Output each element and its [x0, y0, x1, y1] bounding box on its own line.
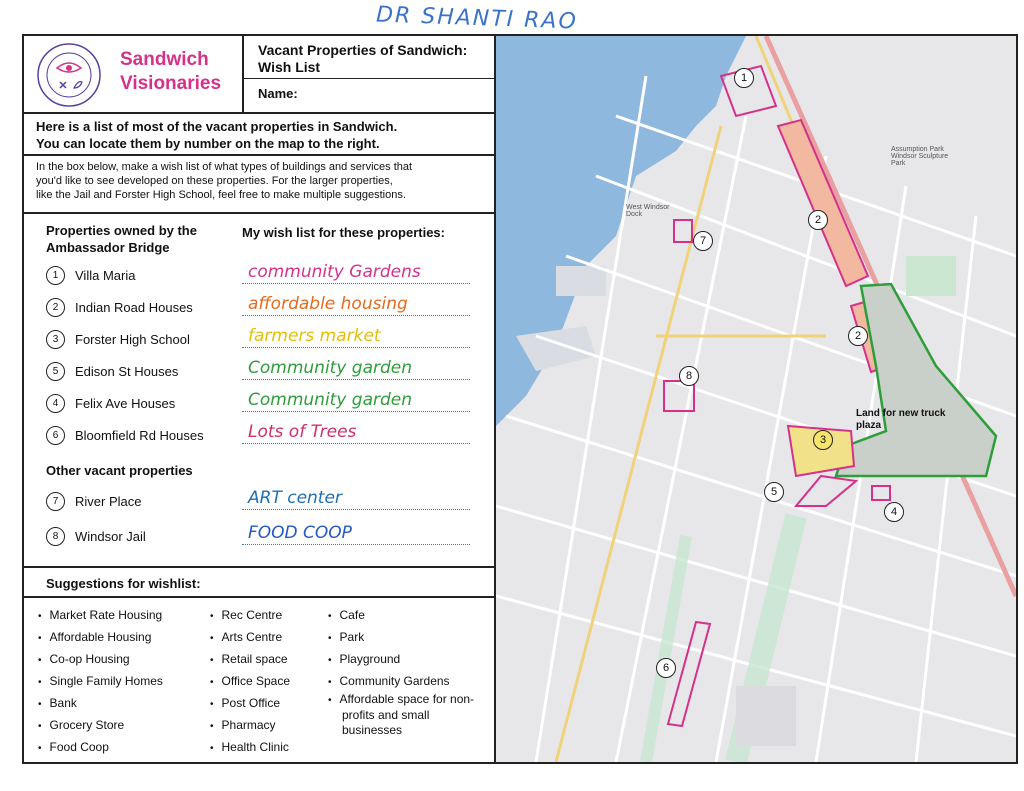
suggestion-item: • Single Family Homes	[38, 670, 163, 692]
worksheet-title	[258, 42, 488, 76]
owned-heading-line1: Properties owned by the	[46, 223, 197, 238]
suggestion-item: • Post Office	[210, 692, 290, 714]
brand-line2: Visionaries	[120, 73, 222, 94]
suggestions-column-2	[210, 604, 290, 758]
map-marker: 6	[656, 658, 676, 678]
property-row	[46, 394, 175, 413]
handwritten-wish: Lots of Trees	[242, 422, 470, 444]
handwritten-wish: Community garden	[242, 358, 470, 380]
instructions	[36, 160, 488, 202]
property-row	[46, 330, 190, 349]
owned-heading-line2: Ambassador Bridge	[46, 240, 170, 255]
brand-line1: Sandwich	[120, 49, 209, 70]
property-name: Felix Ave Houses	[75, 396, 176, 411]
handwritten-wish: Community garden	[242, 390, 470, 412]
name-label: Name:	[258, 86, 298, 101]
divider	[24, 154, 496, 156]
truck-plaza-label: Land for new truck plaza	[856, 408, 946, 431]
intro-line2: You can locate them by number on the map to the right.	[36, 136, 380, 151]
suggestion-item: • Playground	[328, 648, 488, 670]
suggestion-item: • Office Space	[210, 670, 290, 692]
intro-line1: Here is a list of most of the vacant properties in Sandwich.	[36, 119, 398, 134]
property-number: 2	[46, 298, 65, 317]
suggestion-item: • Market Rate Housing	[38, 604, 163, 626]
map-marker: 2	[808, 210, 828, 230]
suggestion-item: • Community Gardens	[328, 670, 488, 692]
suggestion-item: • Grocery Store	[38, 714, 163, 736]
map-marker: 7	[693, 231, 713, 251]
property-name: Bloomfield Rd Houses	[75, 428, 204, 443]
map-place-label: Assumption Park Windsor Sculpture Park	[891, 146, 949, 167]
handwritten-wish: affordable housing	[242, 294, 470, 316]
property-name: Indian Road Houses	[75, 300, 193, 315]
property-number: 7	[46, 492, 65, 511]
worksheet	[22, 34, 1018, 764]
property-name: Edison St Houses	[75, 364, 179, 379]
property-name: Forster High School	[75, 332, 190, 347]
title-line1: Vacant Properties of Sandwich:	[258, 42, 468, 58]
intro-text	[36, 118, 397, 152]
divider	[24, 566, 496, 568]
instructions-line2: you'd like to see developed on these properties. For the larger properties,	[36, 175, 393, 187]
map-marker: 4	[884, 502, 904, 522]
property-number: 6	[46, 426, 65, 445]
title-divider	[242, 78, 496, 79]
header-divider	[242, 36, 244, 114]
handwritten-wish: farmers market	[242, 326, 470, 348]
wishlist-panel	[24, 36, 496, 762]
suggestion-item: • Retail space	[210, 648, 290, 670]
instructions-line3: like the Jail and Forster High School, feel free to make multiple suggestions.	[36, 189, 406, 201]
instructions-line1: In the box below, make a wish list of what types of buildings and services that	[36, 161, 413, 173]
suggestion-item: • Co-op Housing	[38, 648, 163, 670]
title-line2: Wish List	[258, 59, 321, 75]
property-row	[46, 492, 141, 511]
divider	[24, 212, 496, 214]
suggestions-heading: Suggestions for wishlist:	[46, 576, 201, 591]
handwritten-wish: community Gardens	[242, 262, 470, 284]
handwritten-owner-name: DR SHANTI RAO	[375, 2, 579, 35]
property-row	[46, 266, 135, 285]
property-number: 3	[46, 330, 65, 349]
suggestion-item: • Pharmacy	[210, 714, 290, 736]
property-number: 8	[46, 527, 65, 546]
map-marker: 1	[734, 68, 754, 88]
other-heading: Other vacant properties	[46, 463, 193, 478]
map-marker: 3	[813, 430, 833, 450]
wishlist-heading: My wish list for these properties:	[242, 225, 445, 240]
handwritten-wish: ART center	[242, 488, 470, 510]
suggestion-item: • Affordable space for non-profits and small businesses	[328, 692, 488, 738]
property-row	[46, 362, 178, 381]
suggestions-column-3	[328, 604, 488, 738]
property-name: River Place	[75, 494, 142, 509]
handwritten-wish: FOOD COOP	[242, 523, 470, 545]
owned-heading	[46, 222, 197, 256]
property-number: 4	[46, 394, 65, 413]
divider	[24, 112, 496, 114]
suggestion-item: • Bank	[38, 692, 163, 714]
map-marker: 5	[764, 482, 784, 502]
property-number: 5	[46, 362, 65, 381]
property-row	[46, 426, 204, 445]
map-place-label: West Windsor Dock	[626, 204, 670, 218]
suggestion-item: • Rec Centre	[210, 604, 290, 626]
sandwich-map	[496, 36, 1016, 762]
suggestion-item: • Arts Centre	[210, 626, 290, 648]
suggestion-item: • Food Coop	[38, 736, 163, 758]
map-marker: 2	[848, 326, 868, 346]
property-number: 1	[46, 266, 65, 285]
suggestion-item: • Park	[328, 626, 488, 648]
property-name: Villa Maria	[75, 268, 136, 283]
suggestion-item: • Health Clinic	[210, 736, 290, 758]
map-marker: 8	[679, 366, 699, 386]
brand-name	[120, 48, 221, 96]
map-graphic	[496, 36, 1016, 762]
suggestion-item: • Affordable Housing	[38, 626, 163, 648]
property-row	[46, 527, 146, 546]
property-row	[46, 298, 193, 317]
sandwich-visionaries-logo	[36, 42, 102, 108]
suggestion-item: • Cafe	[328, 604, 488, 626]
property-name: Windsor Jail	[75, 529, 146, 544]
divider	[24, 596, 496, 598]
suggestions-column-1	[38, 604, 163, 758]
